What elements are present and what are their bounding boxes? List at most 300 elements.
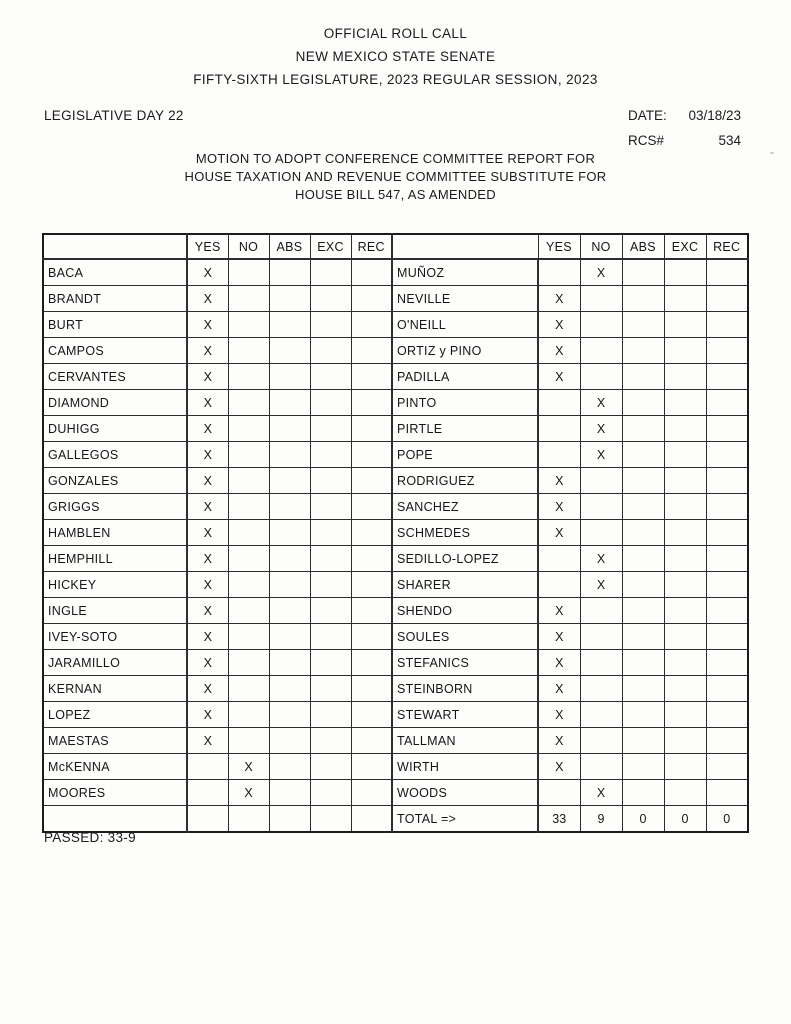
vote-cell	[664, 780, 706, 806]
table-row	[43, 286, 748, 312]
vote-column-header: EXC	[664, 234, 706, 259]
table-row	[43, 520, 748, 546]
vote-cell	[664, 572, 706, 598]
vote-cell: X	[538, 286, 580, 312]
vote-cell	[351, 676, 392, 702]
vote-cell	[706, 494, 748, 520]
vote-cell	[269, 364, 310, 390]
vote-cell	[664, 442, 706, 468]
vote-cell: X	[187, 598, 228, 624]
vote-cell	[351, 390, 392, 416]
vote-cell	[269, 259, 310, 286]
vote-cell	[622, 442, 664, 468]
vote-cell	[351, 338, 392, 364]
vote-cell	[310, 442, 351, 468]
vote-cell: X	[580, 390, 622, 416]
vote-cell	[706, 338, 748, 364]
senator-name: MUÑOZ	[392, 259, 538, 286]
vote-column-header: NO	[228, 234, 269, 259]
senator-name: HICKEY	[43, 572, 187, 598]
name-column-header	[43, 234, 187, 259]
table-row	[43, 754, 748, 780]
vote-cell: X	[538, 338, 580, 364]
vote-cell	[228, 312, 269, 338]
vote-cell	[310, 520, 351, 546]
vote-cell	[664, 468, 706, 494]
vote-cell	[351, 286, 392, 312]
vote-cell	[269, 494, 310, 520]
vote-cell	[310, 312, 351, 338]
doc-title-line-2: NEW MEXICO STATE SENATE	[295, 49, 496, 64]
vote-cell	[310, 806, 351, 833]
table-row	[43, 650, 748, 676]
vote-cell	[228, 598, 269, 624]
vote-cell	[622, 468, 664, 494]
vote-cell: X	[538, 702, 580, 728]
vote-cell: X	[187, 416, 228, 442]
vote-cell: X	[538, 468, 580, 494]
vote-cell	[269, 624, 310, 650]
vote-cell	[310, 624, 351, 650]
total-value-cell: 0	[706, 806, 748, 833]
vote-cell	[706, 286, 748, 312]
document-header	[0, 22, 791, 91]
vote-cell: X	[187, 259, 228, 286]
senator-name: McKENNA	[43, 754, 187, 780]
senator-name: PADILLA	[392, 364, 538, 390]
vote-cell	[706, 520, 748, 546]
total-row	[43, 806, 748, 833]
vote-cell	[706, 312, 748, 338]
vote-cell	[269, 468, 310, 494]
vote-cell: X	[538, 624, 580, 650]
table-header	[43, 234, 748, 259]
vote-cell: X	[580, 442, 622, 468]
vote-cell: X	[228, 780, 269, 806]
vote-cell	[351, 416, 392, 442]
senator-name: INGLE	[43, 598, 187, 624]
senator-name: JARAMILLO	[43, 650, 187, 676]
vote-cell	[538, 780, 580, 806]
total-value-cell: 33	[538, 806, 580, 833]
vote-cell: X	[187, 338, 228, 364]
vote-cell	[351, 728, 392, 754]
header-row	[43, 234, 748, 259]
vote-column-header: REC	[706, 234, 748, 259]
vote-cell	[310, 572, 351, 598]
vote-cell	[228, 624, 269, 650]
vote-cell	[228, 494, 269, 520]
vote-cell	[706, 624, 748, 650]
vote-cell	[269, 312, 310, 338]
senator-name: GONZALES	[43, 468, 187, 494]
motion-line-1: MOTION TO ADOPT CONFERENCE COMMITTEE REPORT FOR	[195, 151, 596, 166]
vote-cell: X	[580, 780, 622, 806]
date-label: DATE:	[628, 108, 667, 123]
vote-cell	[622, 572, 664, 598]
senator-name: TALLMAN	[392, 728, 538, 754]
vote-cell	[269, 520, 310, 546]
rcs-row	[628, 133, 741, 148]
vote-cell	[664, 390, 706, 416]
vote-cell	[664, 259, 706, 286]
vote-cell: X	[187, 468, 228, 494]
vote-cell	[622, 754, 664, 780]
vote-cell: X	[580, 546, 622, 572]
vote-cell	[538, 259, 580, 286]
senator-name: SHENDO	[392, 598, 538, 624]
vote-cell	[580, 728, 622, 754]
vote-cell	[228, 806, 269, 833]
senator-name: CAMPOS	[43, 338, 187, 364]
vote-cell	[622, 728, 664, 754]
vote-cell	[580, 676, 622, 702]
vote-cell: X	[580, 259, 622, 286]
vote-cell	[664, 728, 706, 754]
vote-cell	[310, 728, 351, 754]
table-row	[43, 416, 748, 442]
vote-cell: X	[580, 416, 622, 442]
table-row	[43, 546, 748, 572]
vote-cell	[310, 598, 351, 624]
vote-column-header: NO	[580, 234, 622, 259]
vote-cell	[538, 390, 580, 416]
vote-cell	[228, 546, 269, 572]
legislative-day-label: LEGISLATIVE DAY 22	[44, 108, 184, 123]
vote-cell: X	[187, 676, 228, 702]
vote-cell	[351, 806, 392, 833]
vote-cell	[228, 338, 269, 364]
senator-name: CERVANTES	[43, 364, 187, 390]
vote-cell	[228, 286, 269, 312]
senator-name: SCHMEDES	[392, 520, 538, 546]
table-row	[43, 676, 748, 702]
table-row	[43, 494, 748, 520]
motion-line-2: HOUSE TAXATION AND REVENUE COMMITTEE SUBSTITUTE FOR	[184, 169, 607, 184]
vote-cell	[622, 520, 664, 546]
table-row	[43, 728, 748, 754]
vote-column-header: ABS	[269, 234, 310, 259]
table-row	[43, 780, 748, 806]
vote-cell: X	[538, 598, 580, 624]
senator-name: SHARER	[392, 572, 538, 598]
date-row	[628, 108, 741, 123]
vote-cell	[622, 780, 664, 806]
table-row	[43, 312, 748, 338]
vote-cell	[228, 259, 269, 286]
vote-cell	[310, 338, 351, 364]
vote-cell	[580, 338, 622, 364]
empty-name-cell	[43, 806, 187, 833]
vote-cell	[706, 416, 748, 442]
vote-cell	[269, 390, 310, 416]
motion-text	[0, 150, 791, 204]
vote-cell	[622, 390, 664, 416]
vote-cell	[310, 546, 351, 572]
vote-cell	[310, 780, 351, 806]
vote-cell	[269, 728, 310, 754]
senator-name: MOORES	[43, 780, 187, 806]
vote-cell	[706, 754, 748, 780]
name-column-header	[392, 234, 538, 259]
vote-cell	[622, 286, 664, 312]
total-value-cell: 0	[664, 806, 706, 833]
table-row	[43, 364, 748, 390]
table-row	[43, 468, 748, 494]
total-value-cell: 9	[580, 806, 622, 833]
vote-cell	[622, 546, 664, 572]
vote-cell	[706, 390, 748, 416]
vote-cell	[269, 572, 310, 598]
vote-cell: X	[538, 520, 580, 546]
vote-cell	[580, 364, 622, 390]
senator-name: NEVILLE	[392, 286, 538, 312]
senator-name: STEINBORN	[392, 676, 538, 702]
vote-cell	[664, 520, 706, 546]
vote-cell	[664, 676, 706, 702]
vote-cell	[538, 572, 580, 598]
vote-column-header: YES	[187, 234, 228, 259]
vote-cell: X	[187, 286, 228, 312]
vote-cell	[269, 754, 310, 780]
vote-cell: X	[538, 312, 580, 338]
vote-cell	[664, 546, 706, 572]
vote-cell	[310, 468, 351, 494]
vote-cell: X	[187, 494, 228, 520]
vote-cell	[269, 676, 310, 702]
vote-cell	[580, 468, 622, 494]
vote-cell	[351, 780, 392, 806]
senator-name: IVEY-SOTO	[43, 624, 187, 650]
vote-column-header: ABS	[622, 234, 664, 259]
vote-cell	[622, 676, 664, 702]
vote-cell	[580, 702, 622, 728]
senator-name: SANCHEZ	[392, 494, 538, 520]
vote-cell	[351, 546, 392, 572]
vote-cell	[269, 338, 310, 364]
senator-name: HAMBLEN	[43, 520, 187, 546]
vote-cell	[351, 520, 392, 546]
vote-cell	[310, 494, 351, 520]
vote-cell	[706, 364, 748, 390]
vote-cell	[664, 754, 706, 780]
vote-cell	[622, 312, 664, 338]
vote-cell	[228, 572, 269, 598]
vote-column-header: EXC	[310, 234, 351, 259]
vote-cell	[269, 780, 310, 806]
vote-cell	[351, 572, 392, 598]
vote-cell	[664, 338, 706, 364]
senator-name: MAESTAS	[43, 728, 187, 754]
vote-cell	[351, 702, 392, 728]
vote-cell	[269, 806, 310, 833]
vote-cell	[664, 494, 706, 520]
vote-cell	[706, 702, 748, 728]
vote-cell: X	[538, 650, 580, 676]
vote-cell: X	[187, 442, 228, 468]
vote-cell	[228, 416, 269, 442]
vote-cell	[664, 650, 706, 676]
vote-cell	[706, 259, 748, 286]
vote-cell	[269, 598, 310, 624]
vote-cell	[580, 494, 622, 520]
vote-cell	[228, 442, 269, 468]
senator-name: BRANDT	[43, 286, 187, 312]
vote-cell	[664, 312, 706, 338]
vote-cell	[622, 259, 664, 286]
vote-cell: X	[187, 312, 228, 338]
vote-cell	[187, 806, 228, 833]
vote-cell	[706, 442, 748, 468]
vote-cell	[580, 520, 622, 546]
vote-cell	[706, 572, 748, 598]
vote-cell	[351, 650, 392, 676]
senator-name: SOULES	[392, 624, 538, 650]
table-row	[43, 338, 748, 364]
vote-cell	[622, 494, 664, 520]
vote-cell	[622, 598, 664, 624]
vote-cell: X	[228, 754, 269, 780]
vote-cell	[580, 624, 622, 650]
senator-name: STEFANICS	[392, 650, 538, 676]
vote-cell	[351, 259, 392, 286]
senator-name: GRIGGS	[43, 494, 187, 520]
senator-name: RODRIGUEZ	[392, 468, 538, 494]
total-label: TOTAL =>	[392, 806, 538, 833]
vote-cell	[664, 364, 706, 390]
senator-name: BURT	[43, 312, 187, 338]
vote-cell	[310, 390, 351, 416]
vote-cell	[351, 364, 392, 390]
vote-cell	[228, 390, 269, 416]
vote-cell	[706, 780, 748, 806]
vote-cell	[580, 754, 622, 780]
vote-cell	[622, 650, 664, 676]
vote-cell	[187, 754, 228, 780]
vote-cell	[622, 338, 664, 364]
vote-cell	[351, 494, 392, 520]
vote-cell: X	[538, 728, 580, 754]
doc-title-line-3: FIFTY-SIXTH LEGISLATURE, 2023 REGULAR SESSION, 2023	[193, 72, 598, 87]
vote-cell	[310, 702, 351, 728]
vote-cell	[580, 598, 622, 624]
vote-cell: X	[538, 754, 580, 780]
vote-cell	[310, 259, 351, 286]
vote-cell	[538, 442, 580, 468]
vote-cell	[351, 468, 392, 494]
senator-name: GALLEGOS	[43, 442, 187, 468]
vote-cell	[351, 598, 392, 624]
vote-cell	[228, 728, 269, 754]
senator-name: DUHIGG	[43, 416, 187, 442]
senator-name: PIRTLE	[392, 416, 538, 442]
vote-column-header: YES	[538, 234, 580, 259]
vote-cell	[706, 728, 748, 754]
vote-cell	[580, 650, 622, 676]
vote-cell	[706, 676, 748, 702]
passed-label: PASSED: 33-9	[44, 830, 136, 845]
scan-speck	[770, 152, 774, 154]
vote-cell: X	[187, 546, 228, 572]
senator-name: WIRTH	[392, 754, 538, 780]
senator-name: WOODS	[392, 780, 538, 806]
senator-name: SEDILLO-LOPEZ	[392, 546, 538, 572]
vote-cell: X	[187, 572, 228, 598]
rcs-value: 534	[718, 133, 741, 148]
vote-cell	[351, 754, 392, 780]
vote-cell	[706, 468, 748, 494]
vote-cell	[228, 520, 269, 546]
vote-cell	[269, 702, 310, 728]
vote-cell	[351, 312, 392, 338]
table-row	[43, 624, 748, 650]
vote-cell	[310, 364, 351, 390]
vote-cell: X	[187, 702, 228, 728]
doc-title-line-1: OFFICIAL ROLL CALL	[323, 26, 468, 41]
vote-cell	[310, 754, 351, 780]
vote-cell	[351, 442, 392, 468]
vote-cell	[269, 442, 310, 468]
vote-cell: X	[187, 624, 228, 650]
vote-cell	[269, 650, 310, 676]
vote-cell	[228, 650, 269, 676]
vote-cell: X	[538, 364, 580, 390]
vote-cell: X	[187, 728, 228, 754]
vote-cell	[622, 416, 664, 442]
vote-cell	[310, 650, 351, 676]
vote-cell	[538, 546, 580, 572]
vote-cell	[706, 546, 748, 572]
vote-cell	[187, 780, 228, 806]
vote-cell	[706, 650, 748, 676]
vote-cell	[310, 676, 351, 702]
motion-line-3: HOUSE BILL 547, AS AMENDED	[295, 187, 496, 202]
vote-cell	[269, 416, 310, 442]
vote-cell	[228, 702, 269, 728]
roll-call-body	[43, 259, 748, 832]
senator-name: PINTO	[392, 390, 538, 416]
senator-name: HEMPHILL	[43, 546, 187, 572]
senator-name: LOPEZ	[43, 702, 187, 728]
vote-cell	[580, 312, 622, 338]
vote-column-header: REC	[351, 234, 392, 259]
table-row	[43, 572, 748, 598]
senator-name: DIAMOND	[43, 390, 187, 416]
vote-cell	[580, 286, 622, 312]
senator-name: KERNAN	[43, 676, 187, 702]
roll-call-table	[42, 233, 749, 833]
rcs-label: RCS#	[628, 133, 665, 148]
vote-cell	[622, 702, 664, 728]
date-value: 03/18/23	[688, 108, 741, 123]
vote-cell	[228, 676, 269, 702]
vote-cell	[228, 468, 269, 494]
senator-name: BACA	[43, 259, 187, 286]
senator-name: STEWART	[392, 702, 538, 728]
vote-cell: X	[187, 364, 228, 390]
vote-cell	[310, 416, 351, 442]
vote-cell	[228, 364, 269, 390]
vote-cell	[706, 598, 748, 624]
vote-cell	[664, 624, 706, 650]
vote-cell	[664, 598, 706, 624]
vote-cell	[664, 416, 706, 442]
vote-cell	[538, 416, 580, 442]
vote-cell	[351, 624, 392, 650]
vote-cell	[269, 286, 310, 312]
total-value-cell: 0	[622, 806, 664, 833]
vote-cell	[664, 286, 706, 312]
